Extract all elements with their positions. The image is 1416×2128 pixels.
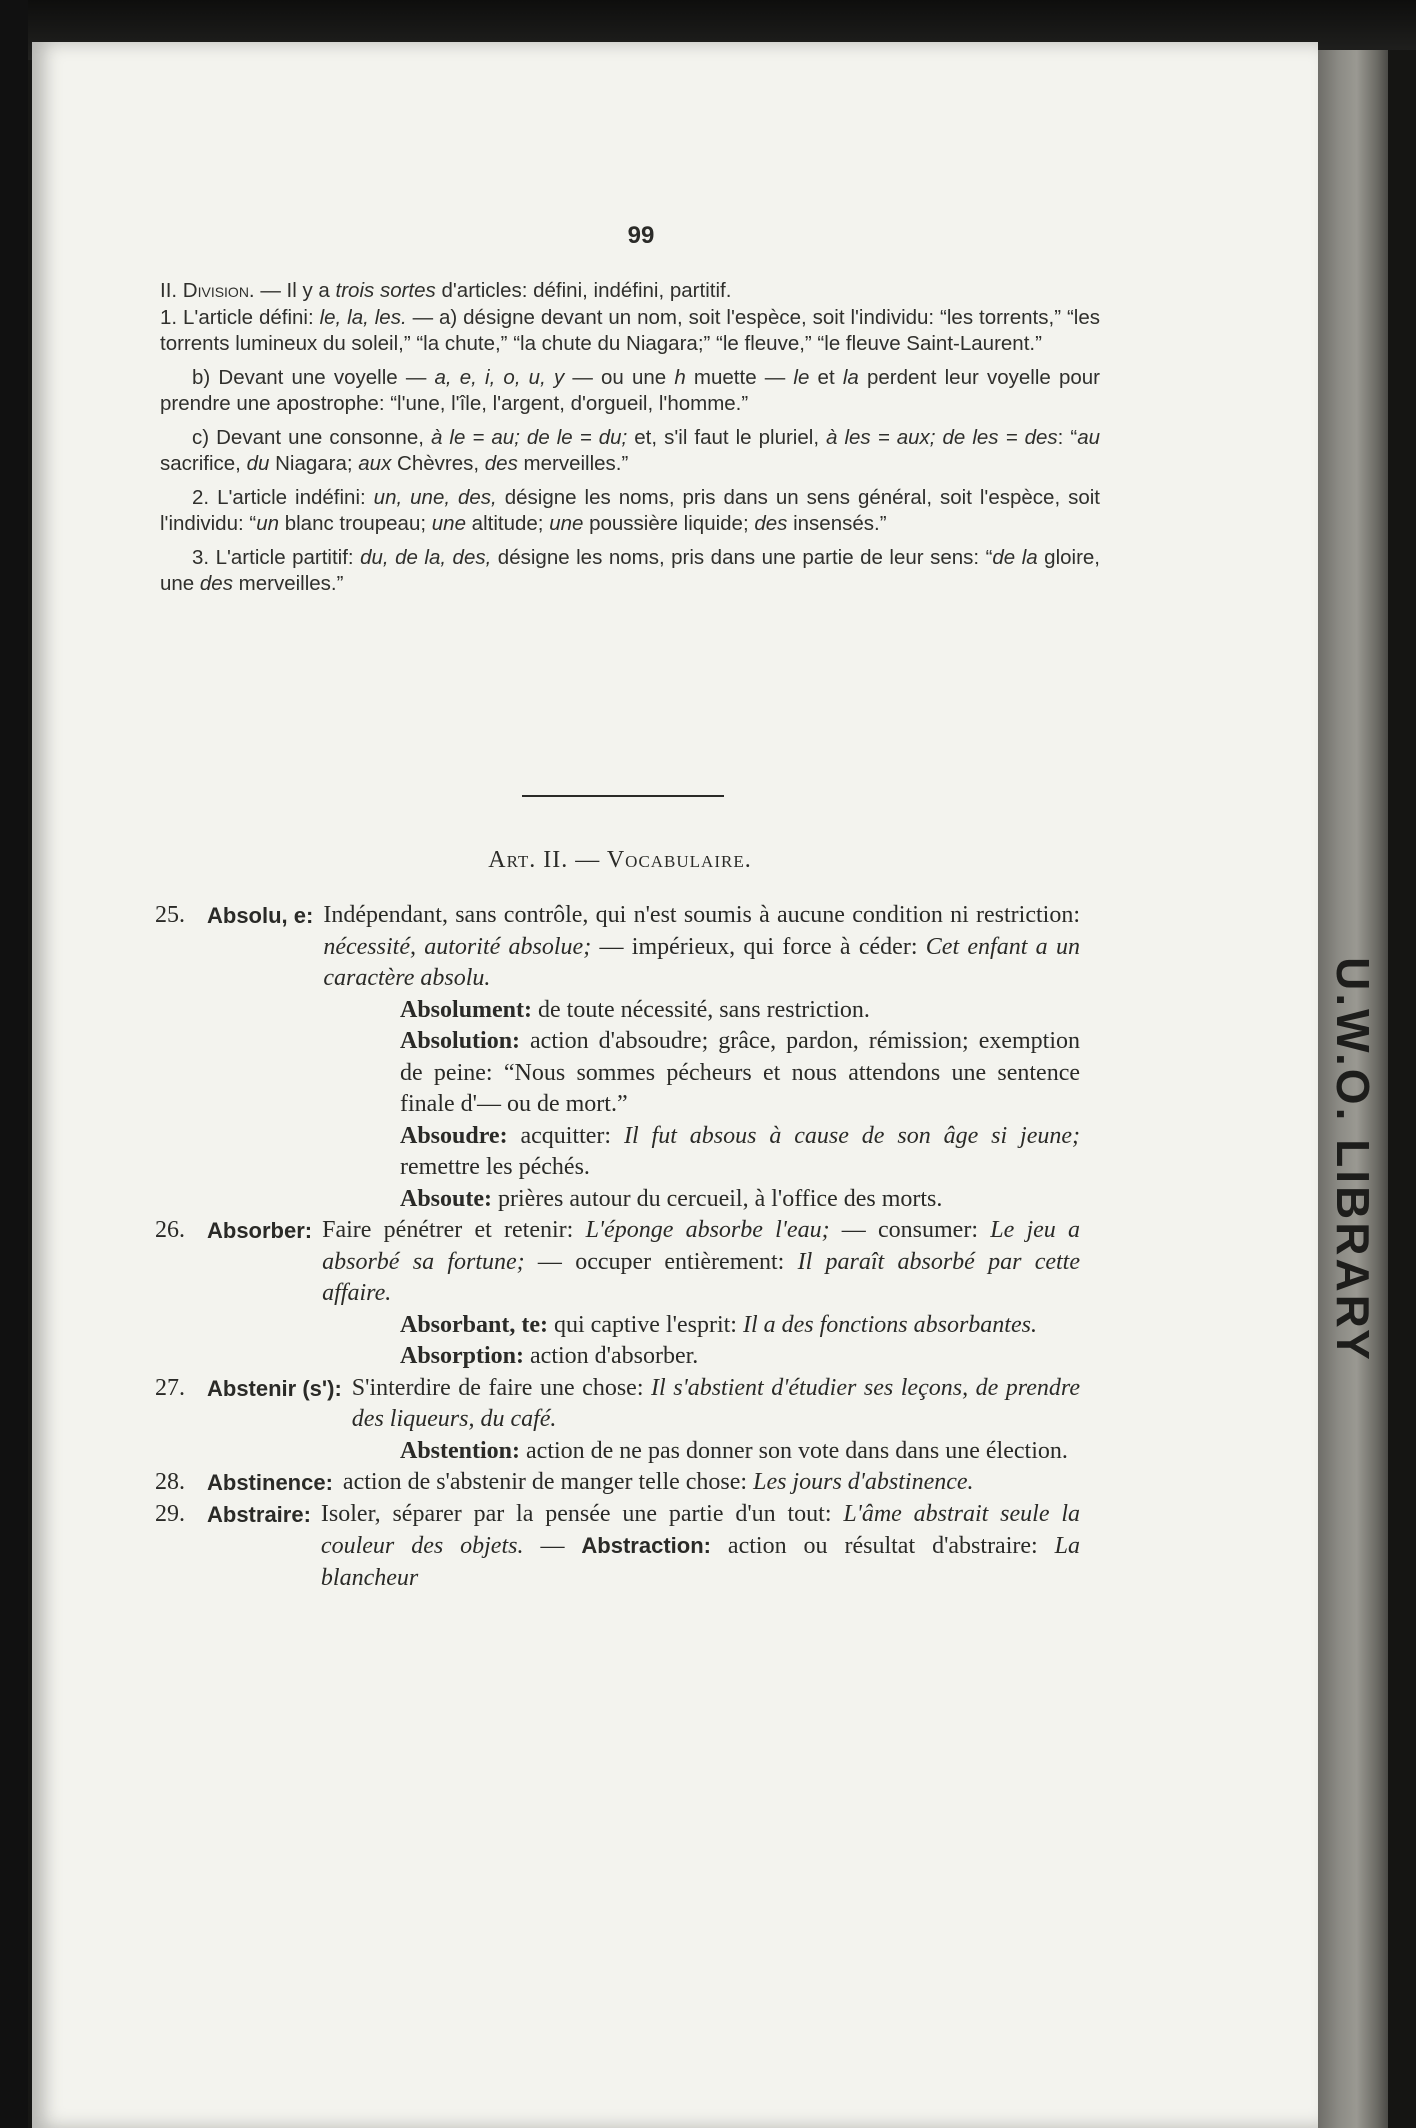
italic-run: Il paraît absorbé par cette affaire. [322, 1248, 1080, 1306]
italic-run: La blancheur [320, 1533, 1081, 1591]
sub-entry [155, 1436, 1080, 1468]
sub-headword: Absolution: [400, 1028, 521, 1054]
paragraph-indefini [160, 485, 1100, 538]
italic-run: Il a des fonctions absorbantes. [742, 1311, 1037, 1338]
text-run: b) Devant une voyelle — [192, 365, 435, 389]
text-run: — impérieux, qui force à céder: [591, 933, 926, 960]
text-run: S'interdire de faire une chose: [351, 1374, 652, 1401]
paragraph-c [160, 425, 1100, 478]
vocab-entry-26 [155, 1215, 1080, 1310]
text-run: désigne les noms, pris dans un sens général, soit l'espèce, soit l'individu: “ [160, 485, 1101, 535]
italic-run: de la [992, 545, 1038, 569]
sub-headword: Absorption: [400, 1343, 525, 1369]
text-run: action d'absoudre; grâce, pardon, rémission; exemption de peine: “Nous sommes pécheurs et nous attendons une sentence finale d'— ou de mort.” [400, 1028, 1080, 1117]
italic-run: du [246, 452, 270, 475]
italic-run: L'éponge absorbe l'eau; [585, 1217, 830, 1243]
scan-left-edge [0, 0, 28, 2128]
text-run: action de ne pas donner son vote dans dans une élection. [520, 1437, 1068, 1464]
text-run: acquitter: [507, 1122, 624, 1149]
text-run: c) Devant une consonne, [192, 425, 431, 449]
text-run: 1. L'article défini: [160, 305, 320, 329]
vocab-entry-29 [155, 1499, 1080, 1595]
italic-run: Les jours d'abstinence. [753, 1469, 974, 1495]
text-run: 3. L'article partitif: [192, 545, 361, 569]
text-run: 2. L'article indéfini: [192, 485, 374, 509]
section-title: Art. II. — Vocabulaire. [488, 847, 752, 873]
italic-run: le, la, les. [319, 305, 407, 329]
text-run: prières autour du cercueil, à l'office des morts. [492, 1185, 943, 1212]
library-stamp-text: U.W.O. LIBRARY [1327, 957, 1380, 1363]
text-run: — [523, 1533, 582, 1559]
entry-headword: Absorber: [207, 1218, 313, 1243]
text-run: remettre les péchés. [400, 1154, 590, 1180]
text-run: insensés.” [787, 512, 887, 535]
text-run: altitude; [465, 512, 550, 535]
text-run: de toute nécessité, sans restriction. [532, 996, 870, 1023]
italic-run: des [754, 512, 788, 535]
italic-run: trois sortes [335, 279, 436, 302]
entry-number: 26. [155, 1217, 185, 1243]
vocabulary-list [155, 900, 1080, 1594]
text-run: — a) désigne devant un nom, soit l'espèce, soit l'individu: “les torrents,” “les torrents lumineux du soleil,” “la chute,” “la chute du Niagara;” “le fleuve,” “le fleuve Saint-Laurent.” [160, 305, 1100, 355]
text-run: Indépendant, sans contrôle, qui n'est soumis à aucune condition ni restriction: [323, 902, 1080, 928]
italic-run: un, une, des, [373, 485, 497, 509]
sub-headword: Absoudre: [400, 1122, 508, 1149]
text-run: action d'absorber. [524, 1343, 699, 1369]
library-stamp [1318, 957, 1388, 1363]
italic-run: à les = aux; de les = des [826, 425, 1058, 449]
division-label: II. Division. [160, 279, 255, 302]
entry-headword: Abstenir (s'): [207, 1375, 342, 1401]
sub-headword: Absoute: [400, 1185, 493, 1212]
grammar-section [160, 278, 1100, 605]
entry-number: 27. [155, 1374, 185, 1401]
italic-run: le [793, 365, 810, 389]
sub-entry [155, 1121, 1080, 1184]
paragraph-b [160, 365, 1100, 418]
italic-run: Cet enfant a un caractère absolu. [323, 933, 1080, 991]
italic-run: du, de la, des, [360, 545, 492, 569]
text-run: muette — [685, 365, 794, 389]
sub-entry [155, 1341, 1080, 1373]
division-paragraph [160, 278, 1100, 358]
italic-run: des [484, 452, 518, 475]
text-run: Isoler, séparer par la pensée une partie d'un tout: [320, 1500, 844, 1527]
entry-headword: Absolu, e: [207, 903, 314, 928]
entry-number: 25. [155, 902, 185, 928]
vocab-entry-27 [155, 1373, 1080, 1436]
entry-headword: Abstraire: [207, 1501, 311, 1527]
paragraph-partitif [160, 545, 1100, 598]
text-run: d'articles: défini, indéfini, partitif. [435, 279, 732, 302]
entry-number: 29. [155, 1500, 185, 1527]
italic-run: à le = au; de le = du; [430, 425, 628, 449]
text-run: — ou une [564, 365, 675, 389]
text-run: Chèvres, [391, 452, 485, 475]
italic-run: au [1077, 425, 1100, 449]
vocab-entry-25 [155, 900, 1080, 995]
text-run: et [809, 365, 843, 389]
text-run: et, s'il faut le pluriel, [627, 425, 827, 449]
entry-definition [352, 1373, 1080, 1436]
entry-headword: Abstinence: [207, 1470, 333, 1495]
text-run: qui captive l'esprit: [548, 1311, 743, 1338]
italic-run: une [549, 512, 584, 535]
text-run: — occuper entièrement: [524, 1248, 798, 1275]
section-divider [522, 795, 724, 797]
italic-run: la [842, 365, 859, 389]
italic-run: des [199, 572, 233, 595]
sub-entry [155, 1184, 1080, 1216]
text-run: action de s'abstenir de manger telle chose: [342, 1469, 754, 1495]
italic-run: nécessité, autorité absolue; [323, 933, 592, 960]
text-run: merveilles.” [517, 452, 629, 475]
text-run: Faire pénétrer et retenir: [322, 1217, 586, 1243]
italic-run: Il s'abstient d'étudier ses leçons, de prendre des liqueurs, du café. [351, 1374, 1080, 1432]
sub-headword: Absorbant, te: [400, 1311, 548, 1338]
entry-number: 28. [155, 1469, 185, 1495]
text-run: Niagara; [269, 452, 359, 475]
entry-definition [343, 1467, 1080, 1499]
text-run: gloire, une [160, 545, 1101, 595]
text-run: — Il y a [254, 279, 336, 302]
text-run: action ou résultat d'abstraire: [710, 1533, 1055, 1559]
text-run: : “ [1057, 425, 1078, 449]
page-number: 99 [627, 222, 655, 249]
scan-right-edge [1388, 50, 1416, 2128]
italic-run: L'âme abstrait seule la couleur des objets. [320, 1500, 1080, 1559]
sub-headword: Absolument: [400, 996, 533, 1023]
italic-run: un [256, 512, 280, 535]
text-run: désigne les noms, pris dans une partie de leur sens: “ [491, 545, 993, 569]
entry-definition [322, 1215, 1080, 1310]
sub-headword: Abstraction: [581, 1533, 711, 1558]
text-run: merveilles.” [232, 572, 344, 595]
italic-run: aux [358, 452, 392, 475]
vocab-entry-28 [155, 1467, 1080, 1499]
entry-definition [321, 1499, 1080, 1595]
italic-run: Le jeu a absorbé sa fortune; [322, 1217, 1081, 1275]
sub-entry [155, 1026, 1080, 1121]
text-run: poussière liquide; [583, 512, 755, 535]
sub-headword: Abstention: [400, 1437, 521, 1464]
text-run: — consumer: [829, 1217, 991, 1243]
text-run: sacrifice, [160, 452, 247, 475]
entry-definition [323, 900, 1080, 995]
sub-entry [155, 995, 1080, 1027]
text-run: perdent leur voyelle pour prendre une apostrophe: “l'une, l'île, l'argent, d'orgueil, l'homme.” [160, 365, 1100, 415]
sub-entry [155, 1310, 1080, 1342]
text-run: blanc troupeau; [279, 512, 432, 535]
italic-run: Il fut absous à cause de son âge si jeune; [624, 1122, 1081, 1149]
italic-run: a, e, i, o, u, y [434, 365, 565, 389]
italic-run: h [674, 365, 686, 389]
italic-run: une [431, 512, 466, 535]
